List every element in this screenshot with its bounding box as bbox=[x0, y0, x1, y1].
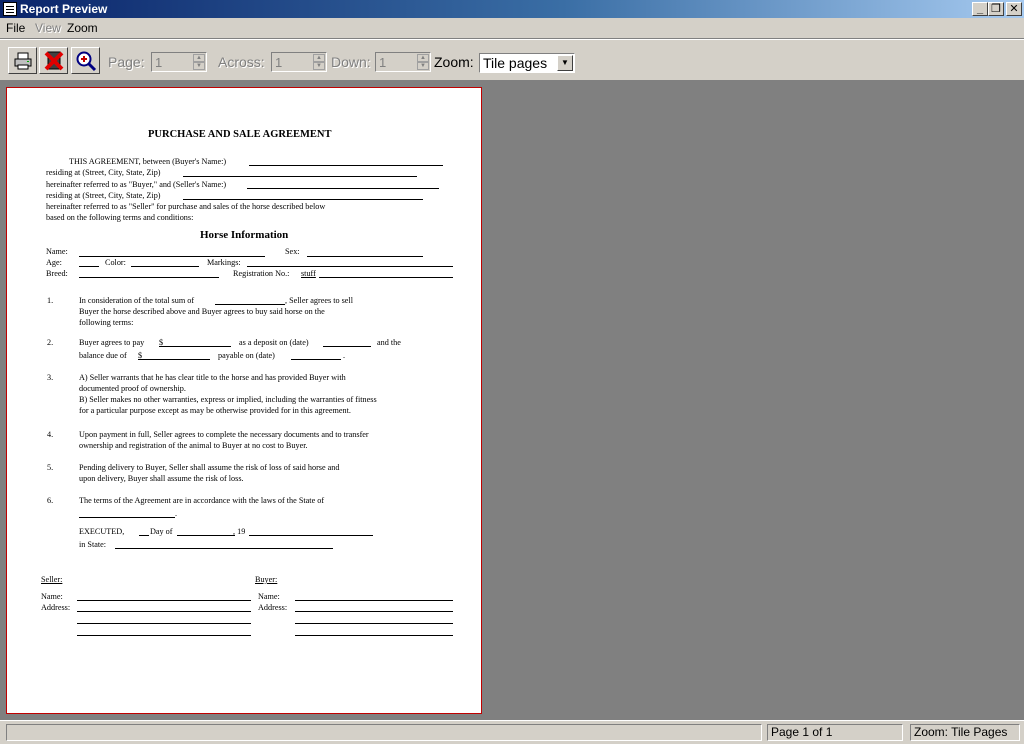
document-page[interactable]: PURCHASE AND SALE AGREEMENT THIS AGREEMENT, between (Buyer's Name:) residing at (Street, City, State, Zip) hereinafter referred to as "Buyer," and (Seller's Name:) residing at (Street, City, State, Zip) hereinafter referred to as "Seller" for purchase and sales of the horse described below based on the following terms and conditions: Horse Information Name: Sex: Age: Color: Markings: Breed: Registration No.: stuff 1. In consideration of the total sum of , Seller agrees to sell Buyer the horse described above and Buyer agrees to buy said horse on the following terms: 2. Buyer agrees to pay $ as a deposit on (date) and the balance due of $ payable on (date) . 3. A) Seller warrants that he has clear title to the horse and has provided Buyer with documented proof of ownership. B) Seller makes no other warranties, express or implied, including the warranties of fitness for a particular purpose except as may be otherwise provided for in this agreement. 4. Upon payment in full, Seller agrees to complete the necessary documents and to transfer ownership and registration of the animal to Buyer at no cost to Buyer. 5. Pending delivery to Buyer, Seller shall assume the risk of loss of said horse and upon delivery, Buyer shall assume the risk of loss. 6. The terms of the Agreement are in accordance with the laws of the State of . EXECUTED, Day of , 19 in State: Seller: Buyer: Name: Name: Address: Address: bbox=[6, 87, 482, 714]
page-up-arrow[interactable]: ▲ bbox=[193, 54, 205, 62]
intro-line: residing at (Street, City, State, Zip) bbox=[46, 191, 161, 200]
clause-line: payable on (date) bbox=[218, 351, 275, 360]
close-preview-button[interactable] bbox=[39, 47, 68, 74]
clause-line: In consideration of the total sum of bbox=[79, 296, 195, 305]
year-label: , 19 bbox=[233, 527, 246, 536]
horse-breed-label: Breed: bbox=[46, 269, 68, 278]
seller-name-label: Name: bbox=[41, 592, 63, 601]
in-state-label: in State: bbox=[79, 540, 107, 549]
down-spinner[interactable] bbox=[375, 52, 431, 72]
close-button[interactable]: ✕ bbox=[1006, 2, 1022, 16]
status-page: Page 1 of 1 bbox=[767, 724, 903, 741]
horse-age-label: Age: bbox=[46, 258, 62, 267]
buyer-name-label: Name: bbox=[258, 592, 280, 601]
registration-label: Registration No.: bbox=[233, 269, 290, 278]
intro-line: hereinafter referred to as "Seller" for purchase and sales of the horse described below bbox=[46, 202, 326, 211]
clause-line: The terms of the Agreement are in accordance with the laws of the State of bbox=[79, 496, 325, 505]
page-label: Page: bbox=[108, 54, 145, 70]
chevron-down-icon[interactable]: ▼ bbox=[557, 55, 573, 71]
intro-line: hereinafter referred to as "Buyer," and (Seller's Name:) bbox=[46, 180, 227, 189]
close-doc-icon bbox=[43, 50, 65, 72]
across-up-arrow[interactable]: ▲ bbox=[313, 54, 325, 62]
status-message bbox=[6, 724, 762, 741]
across-label: Across: bbox=[218, 54, 265, 70]
menu-zoom[interactable]: Zoom bbox=[67, 21, 98, 35]
page-down-arrow[interactable]: ▼ bbox=[193, 62, 205, 70]
clause-line: B) Seller makes no other warranties, express or implied, including the warranties of fitness bbox=[79, 395, 377, 404]
buyer-address-label: Address: bbox=[258, 603, 288, 612]
magnifier-icon bbox=[75, 50, 97, 72]
status-bar bbox=[0, 720, 1024, 744]
menu-view[interactable]: View bbox=[35, 21, 61, 35]
day-of-label: Day of bbox=[150, 527, 173, 536]
zoom-select-value: Tile pages bbox=[483, 55, 548, 71]
page-value: 1 bbox=[155, 55, 163, 70]
clause-line: as a deposit on (date) bbox=[239, 338, 309, 347]
zoom-in-button[interactable] bbox=[71, 47, 100, 74]
menu-file[interactable]: File bbox=[6, 21, 26, 35]
printer-icon bbox=[12, 50, 34, 72]
horse-markings-label: Markings: bbox=[207, 258, 241, 267]
down-down-arrow[interactable]: ▼ bbox=[417, 62, 429, 70]
clause-line: Upon payment in full, Seller agrees to complete the necessary documents and to transfer bbox=[79, 430, 369, 439]
clause-line: A) Seller warrants that he has clear title to the horse and has provided Buyer with bbox=[79, 373, 346, 382]
clause-line: . bbox=[343, 351, 346, 360]
across-value: 1 bbox=[275, 55, 283, 70]
clause-line: ownership and registration of the animal to Buyer at no cost to Buyer. bbox=[79, 441, 308, 450]
clause-line: and the bbox=[377, 338, 401, 347]
page-spinner[interactable] bbox=[151, 52, 207, 72]
clause-number: 3. bbox=[47, 373, 54, 382]
horse-sex-label: Sex: bbox=[285, 247, 300, 256]
minimize-button[interactable]: _ bbox=[972, 2, 988, 16]
horse-color-label: Color: bbox=[105, 258, 126, 267]
clause-line: upon delivery, Buyer shall assume the risk of loss. bbox=[79, 474, 244, 483]
across-spinner[interactable] bbox=[271, 52, 327, 72]
print-button[interactable] bbox=[8, 47, 37, 74]
zoom-select[interactable] bbox=[479, 53, 575, 73]
clause-number: 4. bbox=[47, 430, 54, 439]
clause-line: balance due of bbox=[79, 351, 127, 360]
clause-line: Buyer agrees to pay bbox=[79, 338, 145, 347]
intro-line: THIS AGREEMENT, between (Buyer's Name:) bbox=[69, 157, 227, 166]
clause-line: Pending delivery to Buyer, Seller shall assume the risk of loss of said horse and bbox=[79, 463, 340, 472]
title-bar[interactable] bbox=[0, 0, 1024, 18]
status-zoom: Zoom: Tile Pages bbox=[910, 724, 1020, 741]
horse-heading: Horse Information bbox=[200, 229, 289, 241]
restore-button[interactable]: ❐ bbox=[988, 2, 1004, 16]
down-up-arrow[interactable]: ▲ bbox=[417, 54, 429, 62]
clause-line: Buyer the horse described above and Buyer agrees to buy said horse on the bbox=[79, 307, 325, 316]
intro-line: based on the following terms and conditions: bbox=[46, 213, 194, 222]
down-value: 1 bbox=[379, 55, 387, 70]
executed-label: EXECUTED, bbox=[79, 527, 125, 536]
across-down-arrow[interactable]: ▼ bbox=[313, 62, 325, 70]
registration-value: stuff bbox=[301, 269, 316, 278]
doc-title: PURCHASE AND SALE AGREEMENT bbox=[148, 129, 332, 140]
clause-number: 6. bbox=[47, 496, 54, 505]
down-label: Down: bbox=[331, 54, 371, 70]
buyer-heading: Buyer: bbox=[255, 575, 278, 584]
clause-line: $ bbox=[159, 338, 164, 347]
menu-bar bbox=[0, 18, 1024, 38]
clause-number: 5. bbox=[47, 463, 54, 472]
clause-number: 1. bbox=[47, 296, 54, 305]
clause-line: documented proof of ownership. bbox=[79, 384, 186, 393]
app-icon bbox=[3, 2, 17, 16]
horse-name-label: Name: bbox=[46, 247, 68, 256]
preview-area[interactable] bbox=[0, 80, 1024, 720]
clause-line: following terms: bbox=[79, 318, 134, 327]
seller-address-label: Address: bbox=[41, 603, 71, 612]
clause-number: 2. bbox=[47, 338, 54, 347]
intro-line: residing at (Street, City, State, Zip) bbox=[46, 168, 161, 177]
zoom-label: Zoom: bbox=[434, 54, 474, 70]
clause-line: for a particular purpose except as may be otherwise provided for in this agreement. bbox=[79, 406, 351, 415]
clause-line: $ bbox=[138, 351, 143, 360]
clause-line: , Seller agrees to sell bbox=[285, 296, 353, 305]
window-title: Report Preview bbox=[20, 2, 108, 16]
seller-heading: Seller: bbox=[41, 575, 63, 584]
